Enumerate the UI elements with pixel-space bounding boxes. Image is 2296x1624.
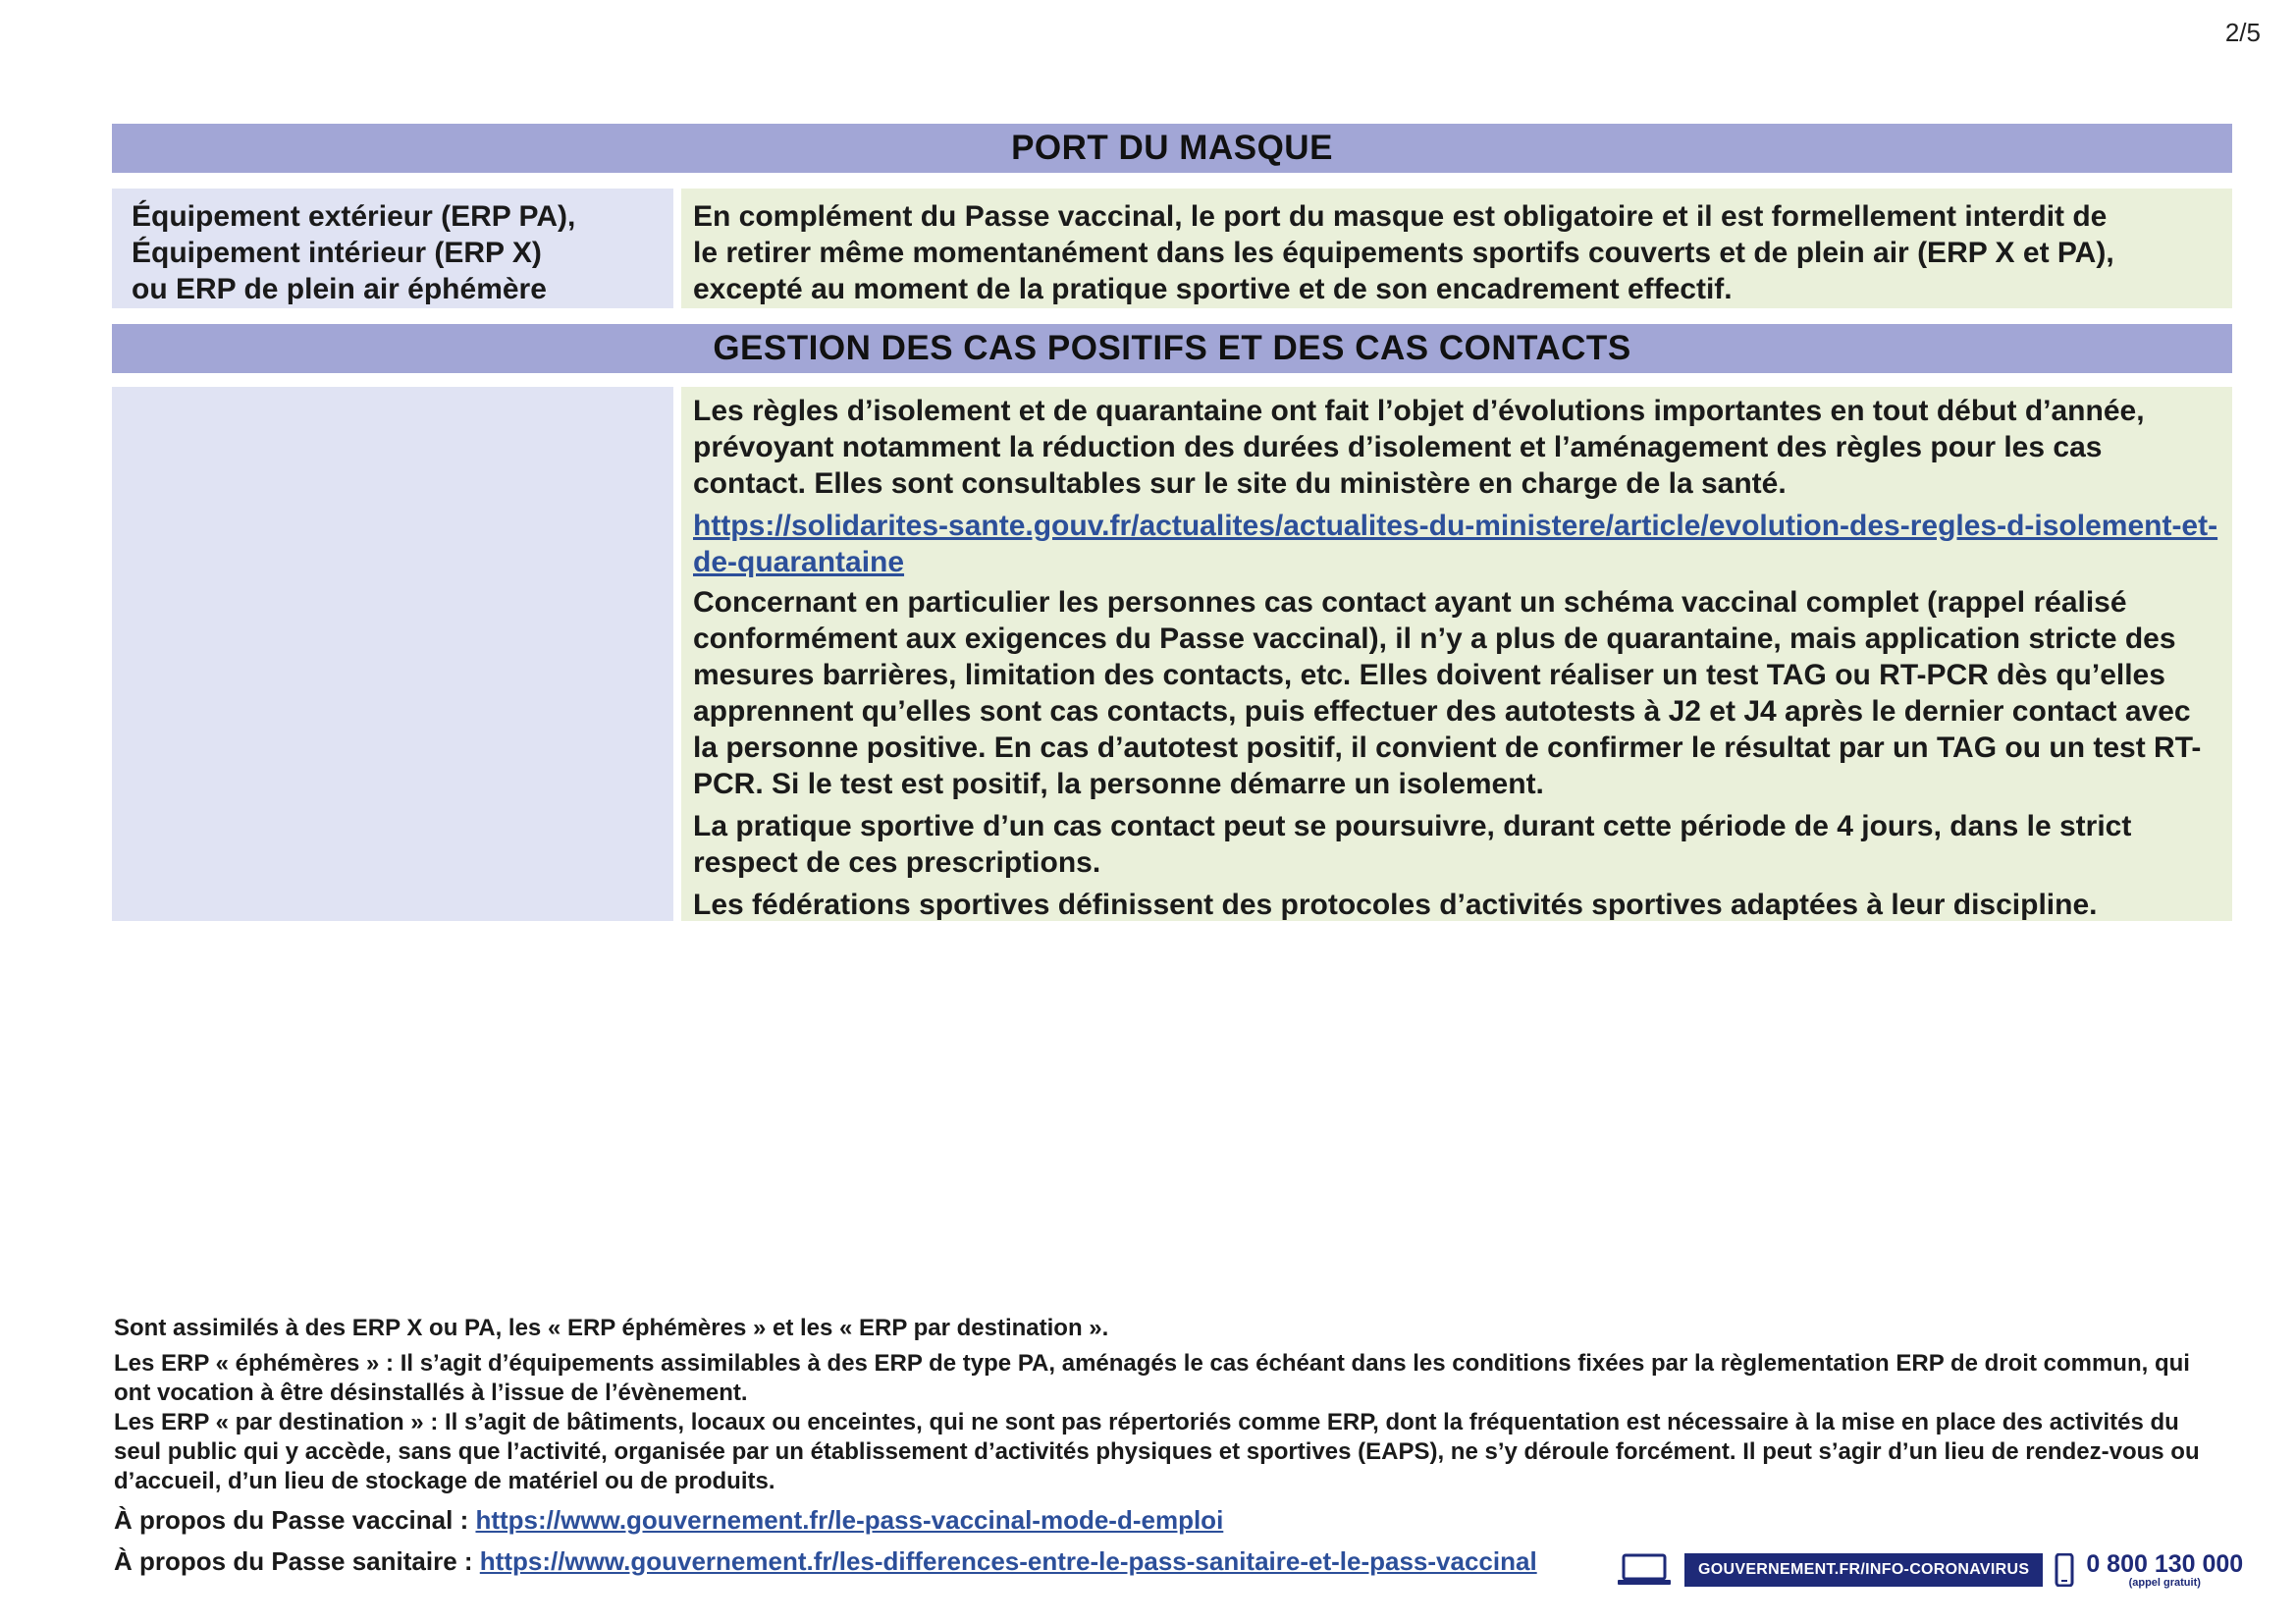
phone-number[interactable]: 0 800 130 000 [2086, 1550, 2244, 1578]
cases-intro-text: Les règles d’isolement et de quarantaine ont fait l’objet d’évolutions importantes en tout début d’année, prévoyant notamment la réduction des durées d’isolement et l’aménagement des règles pour les cas contact. Elles sont consultables sur le site du ministère en charge de la santé. [693, 395, 2145, 500]
mask-left-line: ou ERP de plein air éphémère [132, 273, 547, 305]
vaccine-pass-line [114, 1502, 2215, 1538]
sport-practice-text: La pratique sportive d’un cas contact peut se poursuivre, durant cette période de 4 jours, dans le strict respect de ces prescriptions. [693, 810, 2132, 879]
mask-right-cell [681, 189, 2232, 308]
vaccine-pass-label: À propos du Passe vaccinal : [114, 1505, 476, 1535]
contact-case-text: Concernant en particulier les personnes cas contact ayant un schéma vaccinal complet (rappel réalisé conformément aux exigences du Passe vaccinal), il n’y a plus de quarantaine, mais application stricte des mesures barrières, limitation des contacts, etc. Elles doivent réaliser un test TAG ou RT-PCR dès qu’elles apprennent qu’elles sont cas contacts, puis effectuer des autotests à J2 et J4 après le dernier contact avec la personne positive. En cas d’autotest positif, il convient de confirmer le résultat par un TAG ou un test RT-PCR. Si le test est positif, la personne démarre un isolement. [693, 586, 2202, 800]
gouv-info-badge[interactable]: GOUVERNEMENT.FR/INFO-CORONAVIRUS [1684, 1553, 2043, 1587]
laptop-icon [1616, 1553, 1673, 1587]
footnotes [114, 1314, 2215, 1585]
vaccine-pass-link[interactable]: https://www.gouvernement.fr/le-pass-vaccinal-mode-d-emploi [475, 1505, 1224, 1535]
mask-left-line: Équipement extérieur (ERP PA), [132, 200, 576, 233]
phone-block [2086, 1551, 2243, 1589]
mask-right-line: le retirer même momentanément dans les équipements sportifs couverts et de plein air (ERP X et PA), [693, 237, 2114, 269]
mask-left-line: Équipement intérieur (ERP X) [132, 237, 542, 269]
section-title-cases: GESTION DES CAS POSITIFS ET DES CAS CONTACTS [112, 324, 2232, 373]
page-number: 2/5 [2224, 18, 2261, 47]
section-title-mask: PORT DU MASQUE [112, 124, 2232, 173]
isolation-rules-link[interactable]: https://solidarites-sante.gouv.fr/actualites/actualites-du-ministere/article/evolution-des-regles-d-isolement-et-de-quarantaine [693, 510, 2218, 578]
mask-right-line: excepté au moment de la pratique sportive et de son encadrement effectif. [693, 273, 1733, 305]
phone-note: (appel gratuit) [2128, 1577, 2201, 1589]
mask-right-line: En complément du Passe vaccinal, le port du masque est obligatoire et il est formellement interdit de [693, 200, 2108, 233]
mask-left-cell [112, 189, 673, 308]
phone-icon [2055, 1553, 2074, 1587]
sanitary-pass-label: À propos du Passe sanitaire : [114, 1546, 480, 1576]
note-destination: Les ERP « par destination » : Il s’agit de bâtiments, locaux ou enceintes, qui ne sont pas répertoriés comme ERP, dont la fréquentation est nécessaire à la mise en place des activités du seul public qui y accède, sans que l’activité, organisée par un établissement d’activités physiques et sportives (EAPS), ne s’y déroule forcément. Il peut s’agir d’un lieu de rendez-vous ou d’accueil, d’un lieu de stockage de matériel ou de produits. [114, 1409, 2200, 1494]
cases-right-cell [681, 387, 2232, 921]
cases-left-cell [112, 387, 673, 921]
sanitary-pass-link[interactable]: https://www.gouvernement.fr/les-differences-entre-le-pass-sanitaire-et-le-pass-vaccinal [479, 1546, 1537, 1576]
federation-text: Les fédérations sportives définissent des protocoles d’activités sportives adaptées à leur discipline. [693, 889, 2098, 921]
note-assimilated: Sont assimilés à des ERP X ou PA, les « ERP éphémères » et les « ERP par destination ». [114, 1315, 1109, 1341]
note-ephemeral: Les ERP « éphémères » : Il s’agit d’équipements assimilables à des ERP de type PA, aménagés le cas échéant dans les conditions fixées par la règlementation ERP de droit commun, qui ont vocation à être désinstallés à l’issue de l’évènement. [114, 1350, 2190, 1406]
footer-contact [1616, 1551, 2243, 1589]
